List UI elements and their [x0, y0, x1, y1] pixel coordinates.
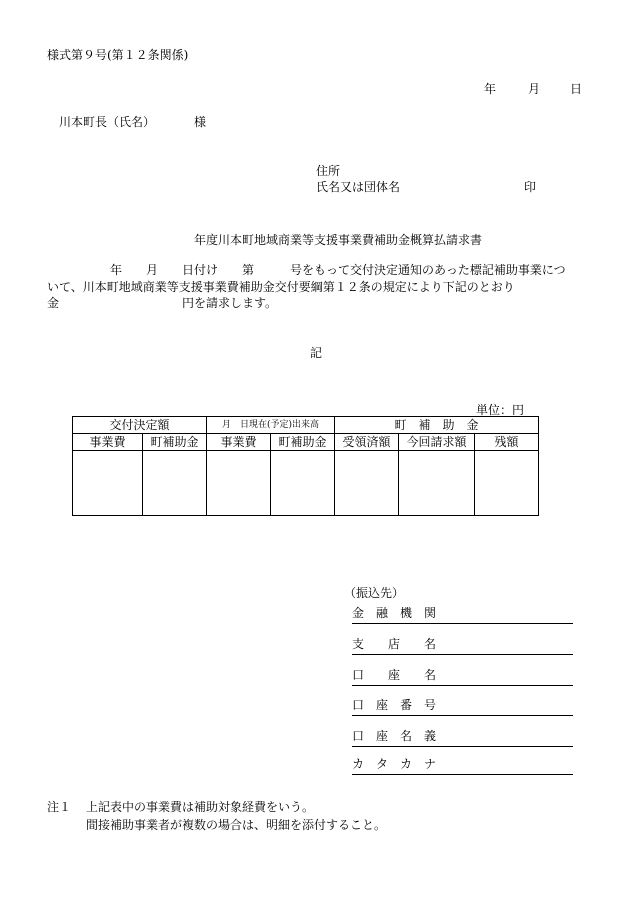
- bank-field-account-number[interactable]: [352, 697, 573, 716]
- name-label: 氏名又は団体名: [316, 180, 401, 194]
- address-label: 住所: [316, 164, 341, 178]
- bank-field-branch[interactable]: [352, 636, 573, 655]
- addressee: 川本町長（氏名）: [59, 115, 156, 129]
- seal-mark: 印: [524, 180, 537, 194]
- table-cell[interactable]: [475, 451, 539, 516]
- bank-field-label: 口 座 名 義: [352, 729, 437, 743]
- body-line2: いて、川本町地域商業等支援事業費補助金交付要綱第１２条の規定により下記のとおり: [47, 280, 515, 294]
- sub-header: 事業費: [207, 434, 271, 451]
- note-label: 注１: [47, 800, 72, 814]
- addressee-suffix: 様: [194, 115, 207, 129]
- table-cell[interactable]: [399, 451, 475, 516]
- date-month-label: 月: [528, 82, 541, 96]
- date-year-label: 年: [484, 82, 497, 96]
- sub-header: 町補助金: [271, 434, 335, 451]
- table-cell[interactable]: [335, 451, 399, 516]
- table-cell[interactable]: [143, 451, 207, 516]
- bank-field-institution[interactable]: [352, 605, 573, 624]
- bank-field-katakana[interactable]: [352, 756, 573, 775]
- ki-heading: 記: [310, 346, 323, 360]
- sub-header: 残額: [475, 434, 539, 451]
- bank-field-label: 口 座 番 号: [352, 698, 437, 712]
- body-dated: 日付け: [182, 263, 219, 277]
- body-month: 月: [146, 263, 159, 277]
- group-header-progress: 月 日現在(予定)出来高: [207, 417, 335, 434]
- bank-field-label: カ タ カ ナ: [352, 757, 437, 771]
- bank-field-account-holder[interactable]: [352, 728, 573, 747]
- table-cell[interactable]: [271, 451, 335, 516]
- table-sub-header-row: [73, 434, 539, 451]
- sub-header: 受領済額: [335, 434, 399, 451]
- bank-field-label: 金 融 機 関: [352, 606, 437, 620]
- body-kin: 金: [47, 296, 60, 310]
- document-title: 年度川本町地域商業等支援事業費補助金概算払請求書: [194, 233, 483, 247]
- table-cell[interactable]: [73, 451, 143, 516]
- note-line-2: 間接補助事業者が複数の場合は、明細を添付すること。: [86, 818, 387, 832]
- body-line1-rest: 号をもって交付決定通知のあった標記補助事業につ: [290, 263, 566, 277]
- unit-label: 単位：円: [476, 403, 525, 417]
- group-header-subsidy: 町 補 助 金: [335, 417, 539, 434]
- sub-header: 町補助金: [143, 434, 207, 451]
- sub-header: 事業費: [73, 434, 143, 451]
- body-dai: 第: [242, 263, 255, 277]
- body-line3-rest: 円を請求します。: [182, 296, 278, 310]
- sub-header: 今回請求額: [399, 434, 475, 451]
- table-cell[interactable]: [207, 451, 271, 516]
- bank-field-label: 口 座 名: [352, 668, 437, 682]
- table-row: [73, 451, 539, 516]
- bank-heading: （振込先）: [344, 586, 405, 600]
- note-line-1: 上記表中の事業費は補助対象経費をいう。: [86, 800, 315, 814]
- table-group-header-row: [73, 417, 539, 434]
- body-year: 年: [110, 263, 123, 277]
- bank-field-account-type[interactable]: [352, 667, 573, 686]
- bank-field-label: 支 店 名: [352, 637, 437, 651]
- form-number: 様式第９号(第１２条関係): [47, 48, 189, 62]
- date-day-label: 日: [570, 82, 583, 96]
- group-header-decided: 交付決定額: [73, 417, 207, 434]
- amount-table: [72, 416, 539, 516]
